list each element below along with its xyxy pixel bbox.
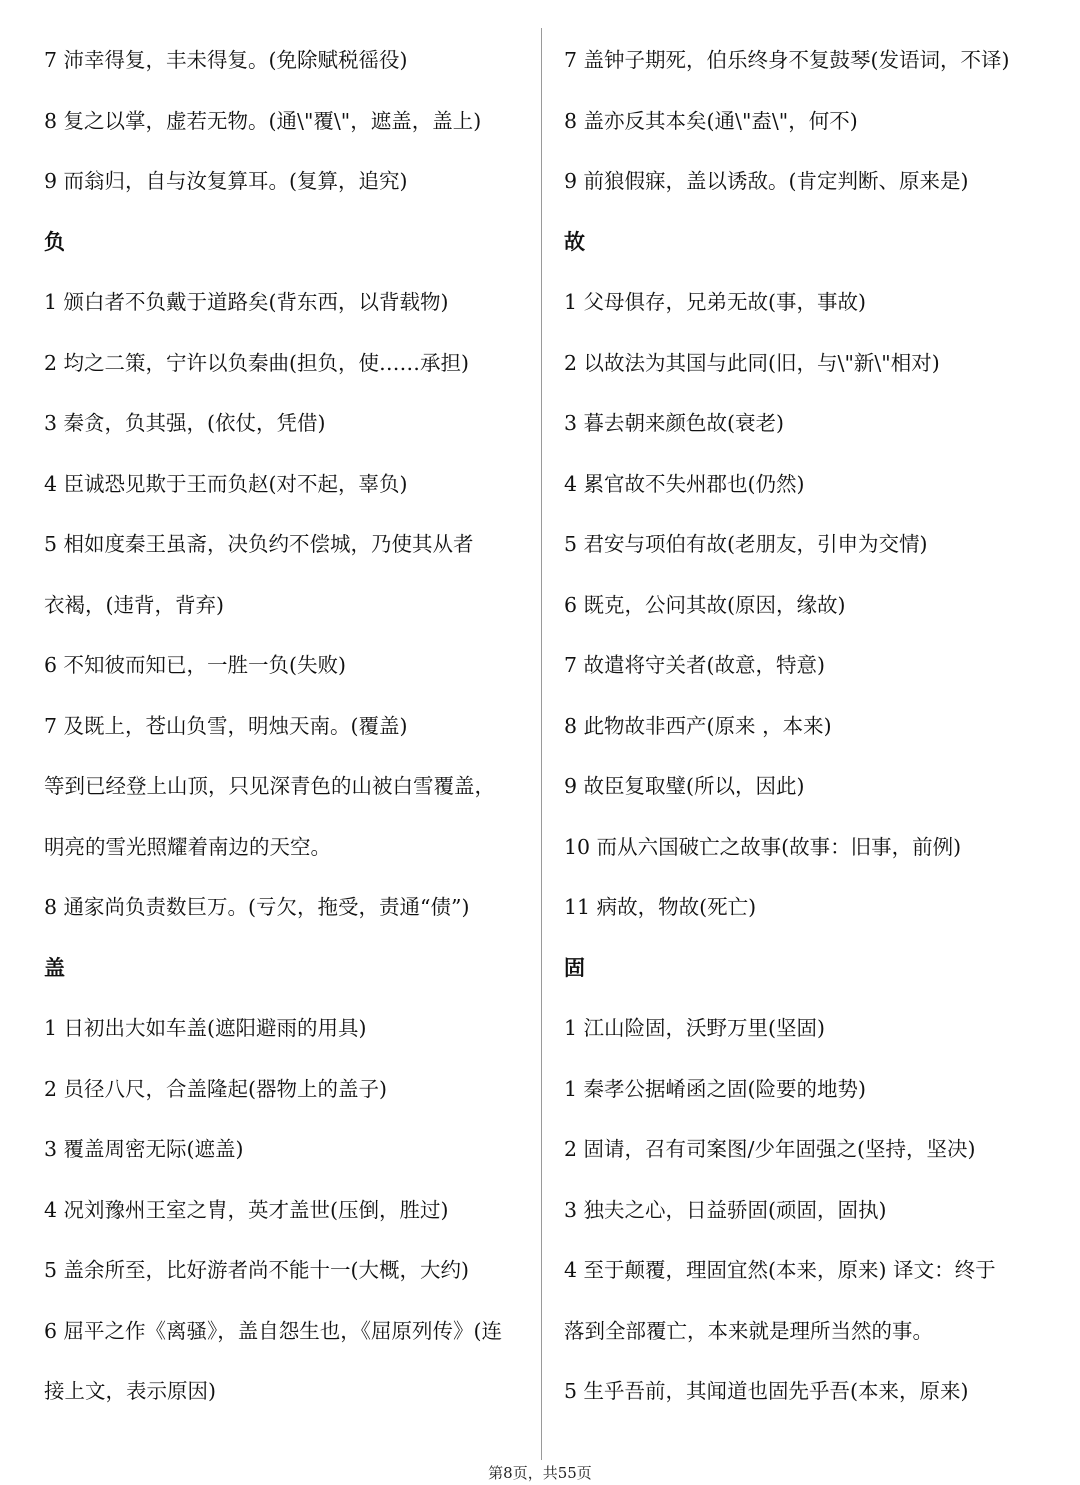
entry-line: 5 生乎吾前，其闻道也固先乎吾(本来，原来) — [564, 1379, 969, 1403]
entry-line: 7 及既上，苍山负雪，明烛天南。(覆盖) — [44, 713, 408, 738]
entry-line: 3 秦贪，负其强，(依仗，凭借) — [44, 411, 326, 435]
entry-line: 5 君安与项伯有故(老朋友，引申为交情) — [564, 532, 928, 556]
entry-line: 2 员径八尺，合盖隆起(器物上的盖子) — [44, 1076, 388, 1101]
page-footer: 第8页，共55页 — [488, 1464, 592, 1482]
entry-line: 6 既克，公问其故(原因，缘故) — [564, 592, 846, 617]
entry-line: 8 盖亦反其本矣(通\"盍\"，何不) — [564, 108, 858, 133]
entry-line: 6 屈平之作《离骚》，盖自怨生也，《屈原列传》(连 — [44, 1318, 503, 1343]
entry-line: 7 故遣将守关者(故意，特意) — [564, 653, 826, 677]
section-heading: 负 — [44, 229, 65, 254]
entry-line: 1 颁白者不负戴于道路矣(背东西，以背载物) — [44, 290, 449, 314]
entry-line: 2 均之二策，宁许以负秦曲(担负，使……承担) — [44, 350, 470, 375]
entry-line: 10 而从六国破亡之故事(故事：旧事，前例) — [564, 834, 962, 859]
entry-line: 1 日初出大如车盖(遮阳避雨的用具) — [44, 1016, 367, 1040]
right-column — [564, 30, 1064, 1422]
column-divider — [541, 28, 542, 1460]
entry-line: 7 盖钟子期死，伯乐终身不复鼓琴(发语词，不译) — [564, 48, 1010, 72]
entry-line: 3 独夫之心，日益骄固(顽固，固执) — [564, 1197, 887, 1222]
entry-line: 3 覆盖周密无际(遮盖) — [44, 1137, 244, 1161]
entry-line: 明亮的雪光照耀着南边的天空。 — [44, 834, 331, 859]
entry-line: 9 而翁归，自与汝复算耳。(复算，追究) — [44, 169, 408, 193]
entry-line: 4 累官故不失州郡也(仍然) — [564, 471, 805, 496]
entry-line: 5 相如度秦王虽斋，决负约不偿城，乃使其从者 — [44, 532, 474, 556]
entry-line: 2 以故法为其国与此同(旧，与\"新\"相对) — [564, 350, 940, 375]
entry-line: 1 父母俱存，兄弟无故(事，事故) — [564, 290, 867, 314]
entry-line: 4 臣诚恐见欺于王而负赵(对不起，辜负) — [44, 471, 408, 496]
entry-line: 1 江山险固，沃野万里(坚固) — [564, 1016, 826, 1040]
entry-line: 6 不知彼而知已，一胜一负(失败) — [44, 653, 347, 677]
entry-line: 2 固请，召有司案图/少年固强之(坚持，坚决) — [564, 1137, 976, 1161]
entry-line: 4 况刘豫州王室之胄，英才盖世(压倒，胜过) — [44, 1197, 449, 1222]
entry-line: 9 前狼假寐，盖以诱敌。(肯定判断、原来是) — [564, 169, 969, 193]
entry-line: 衣褐，(违背，背弃) — [44, 592, 224, 617]
entry-line: 5 盖余所至，比好游者尚不能十一(大概，大约) — [44, 1258, 470, 1282]
left-column — [44, 30, 536, 1422]
entry-line: 8 此物故非西产(原来 ，本来) — [564, 713, 832, 738]
entry-line: 1 秦孝公据崤函之固(险要的地势) — [564, 1076, 867, 1101]
entry-line: 8 复之以掌，虚若无物。(通\"覆\"，遮盖，盖上) — [44, 108, 482, 133]
entry-line: 4 至于颠覆，理固宜然(本来，原来) 译文：终于 — [564, 1258, 996, 1282]
entry-line: 11 病故，物故(死亡) — [564, 895, 757, 919]
entry-line: 3 暮去朝来颜色故(衰老) — [564, 411, 785, 435]
entry-line: 接上文，表示原因) — [44, 1379, 216, 1403]
entry-line: 7 沛幸得复，丰未得复。(免除赋税徭役) — [44, 48, 408, 72]
entry-line: 等到已经登上山顶，只见深青色的山被白雪覆盖， — [44, 774, 495, 798]
entry-line: 9 故臣复取璧(所以，因此) — [564, 774, 805, 798]
section-heading: 固 — [564, 955, 585, 980]
entry-line: 8 通家尚负责数巨万。(亏欠，拖受，责通“债”) — [44, 895, 470, 919]
section-heading: 故 — [564, 229, 585, 254]
section-heading: 盖 — [44, 955, 65, 980]
entry-line: 落到全部覆亡，本来就是理所当然的事。 — [564, 1318, 933, 1343]
